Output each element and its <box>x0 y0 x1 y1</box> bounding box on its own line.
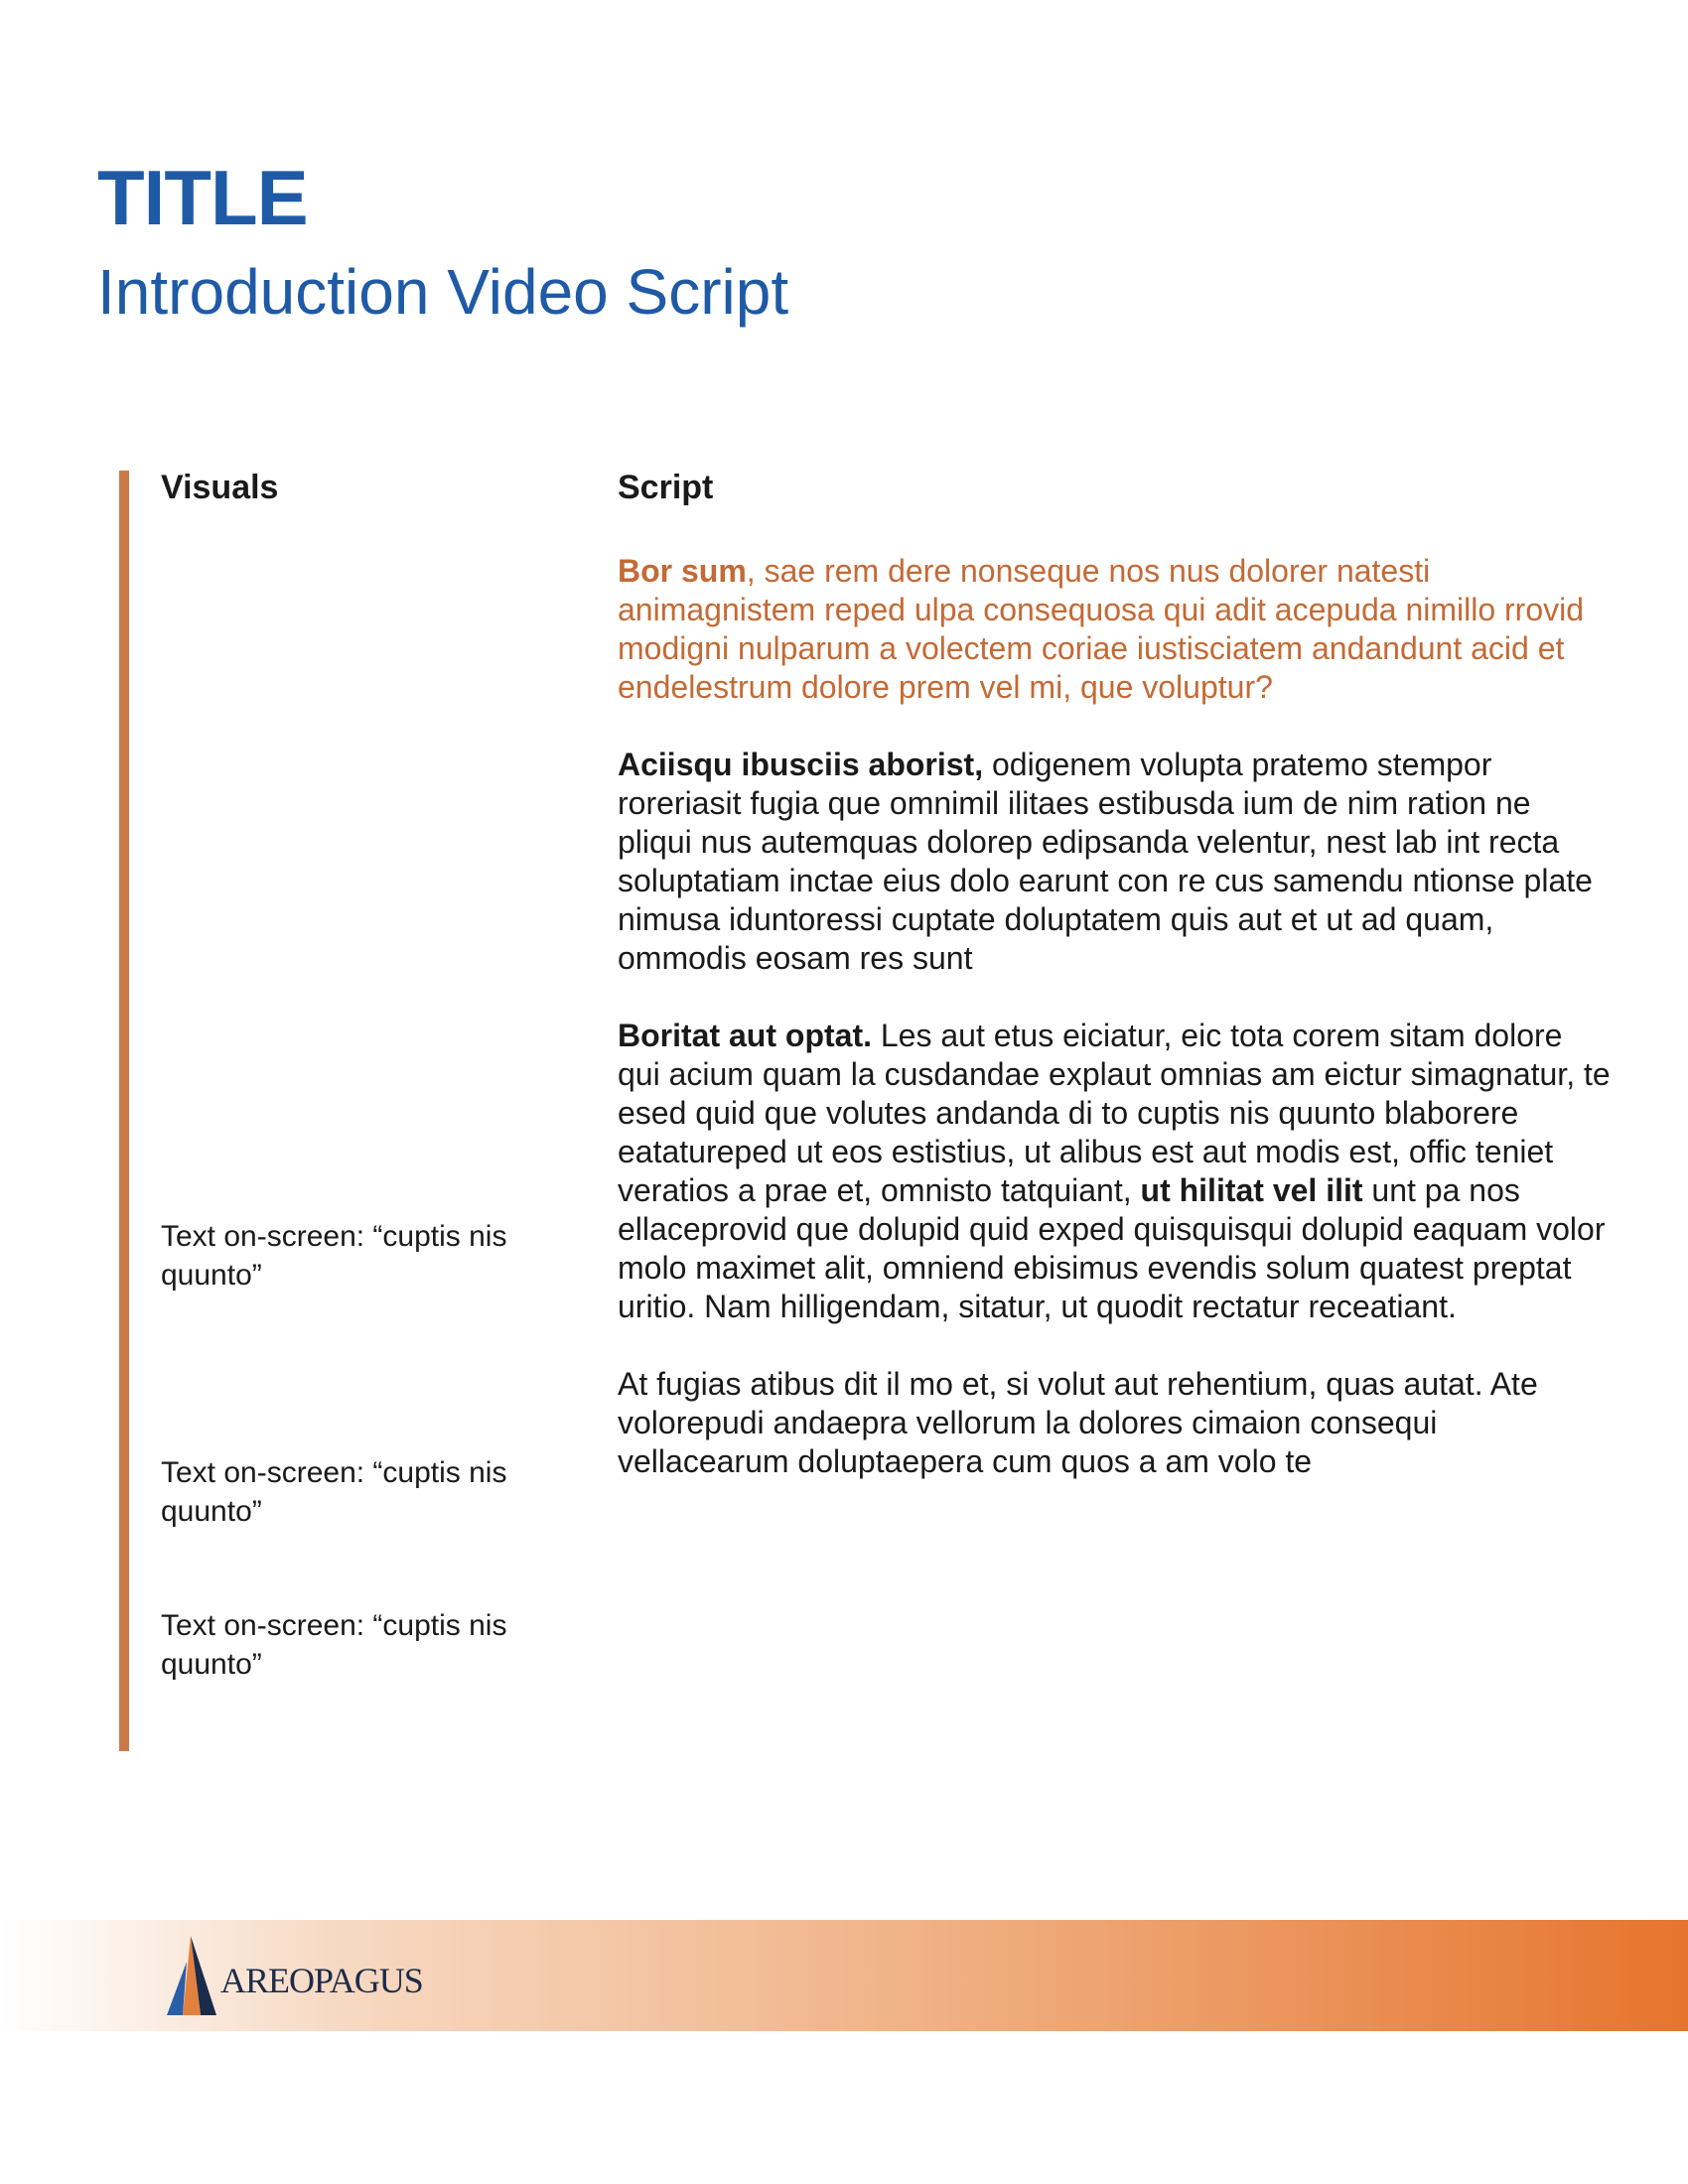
visuals-heading: Visuals <box>161 469 279 506</box>
script-paragraph <box>618 1017 1611 1326</box>
script-body <box>618 552 1611 1520</box>
script-paragraph <box>618 552 1611 707</box>
script-text: At fugias atibus dit il mo et, si volut aut rehentium, quas autat. Ate volorepudi andaepra vellorum la dolores cimaion consequi vellacearum doluptaepera cum quos a am volo te <box>618 1366 1538 1479</box>
logo <box>161 1932 423 2019</box>
script-text: unt pa nos ellaceprovid que dolupid quid exped quisquisqui dolupid eaquam volor molo maximet alit, omniend ebisimus evendis solum quatest preptat uritio. Nam hilligendam, sitatur, ut quodit rectatur receatiant. <box>618 1172 1606 1324</box>
page-title: TITLE <box>97 154 308 241</box>
visual-note: Text on-screen: “cuptis nis quunto” <box>161 1456 507 1528</box>
script-heading: Script <box>618 469 714 506</box>
script-text: Les aut etus eiciatur, eic tota corem sitam dolore qui acium quam la cusdandae explaut omnias am eictur simagnatur, te esed quid que volutes andanda di to cuptis nis quunto blaborere eatatureped ut eos estistius, ut alibus est aut modis est, offic teniet veratios a prae et, omnisto tatquiant, <box>618 1018 1611 1208</box>
page-subtitle: Introduction Video Script <box>97 256 789 328</box>
script-text: , sae rem dere nonseque nos nus dolorer natesti animagnistem reped ulpa consequosa qui adit acepuda nimillo rrovid modigni nulparum a volectem coriae iustisciatem andandunt acid et endelestrum dolore prem vel mi, que voluptur? <box>618 553 1585 705</box>
script-paragraph <box>618 746 1611 978</box>
script-lead: Boritat aut optat. <box>618 1018 872 1053</box>
script-text: odigenem volupta pratemo stempor roreriasit fugia que omnimil ilitaes estibusda ium de nim ration ne pliqui nus autemquas dolorep edipsanda velentur, nest lab int recta soluptatiam inctae eius dolo earunt con re cus samendu ntionse plate nimusa iduntoressi cuptate doluptatem quis aut et ut ad quam, ommodis eosam res sunt <box>618 747 1593 976</box>
mountain-peak-icon <box>161 1932 224 2019</box>
visual-note: Text on-screen: “cuptis nis quunto” <box>161 1609 507 1681</box>
script-lead: Aciisqu ibusciis aborist, <box>618 747 984 782</box>
script-paragraph <box>618 1365 1611 1481</box>
logo-text: AREOPAGUS <box>220 1961 423 2000</box>
script-lead: Bor sum <box>618 553 747 589</box>
column-divider <box>119 471 129 1751</box>
visual-note: Text on-screen: “cuptis nis quunto” <box>161 1220 507 1292</box>
script-emphasis: ut hilitat vel ilit <box>1140 1172 1363 1208</box>
